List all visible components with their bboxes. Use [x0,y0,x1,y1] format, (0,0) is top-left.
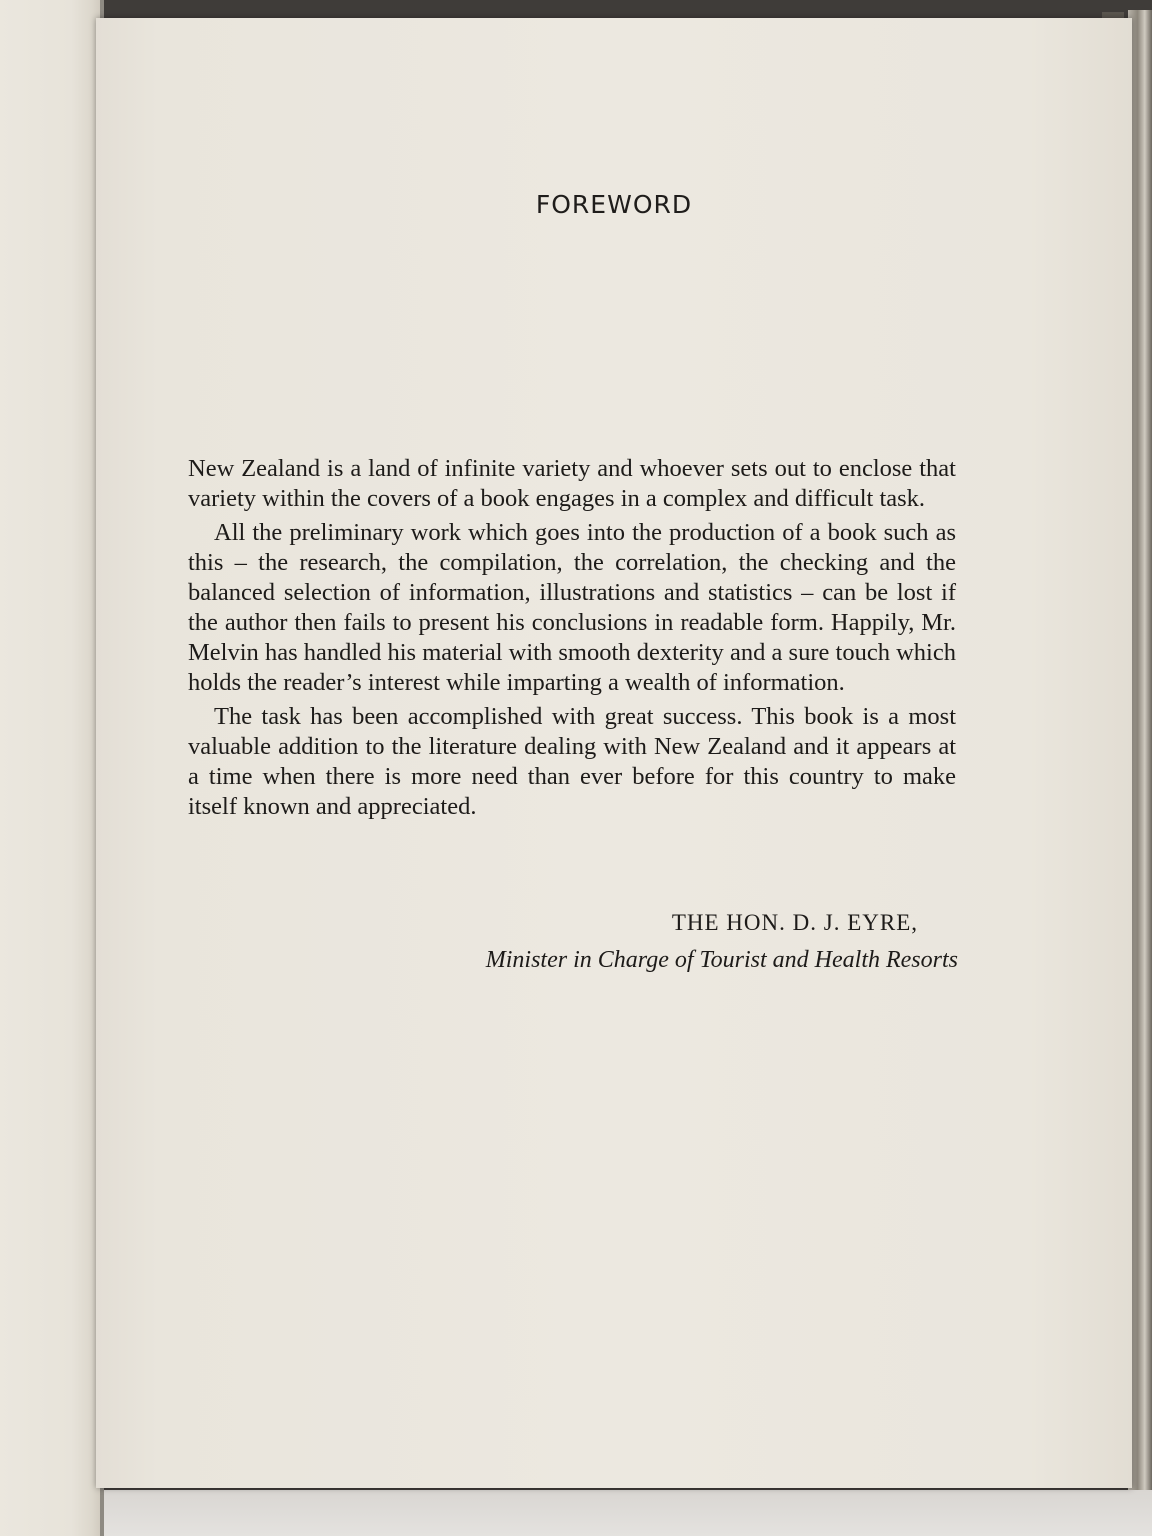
signature-name: THE HON. D. J. EYRE, [671,910,918,935]
table-surface [0,1490,1152,1536]
paragraph-2: All the preliminary work which goes into the production of a book such as this – the research, the compilation, the correlation, the checking and the balanced selection of information, illustrations and statistics – can be lost if the author then fails to present his conclusions in readable form. Happily, Mr. Melvin has handled his material with smooth dexterity and a sure touch which holds the reader’s interest while imparting a wealth of information. [188,519,956,696]
foreword-body [188,454,956,826]
signature-role: Minister in Charge of Tourist and Health Resorts [485,947,958,973]
paragraph-3: The task has been accomplished with great success. This book is a most valuable addition to the literature dealing with New Zealand and it appears at a time when there is more need than ever before for this country to make itself known and appreciated. [188,703,956,820]
facing-left-page [0,0,102,1536]
book-page [96,18,1132,1488]
page-title: FOREWORD [535,190,693,219]
paragraph-1: New Zealand is a land of infinite variety and whoever sets out to enclose that variety within the covers of a book engages in a complex and difficult task. [188,455,956,512]
